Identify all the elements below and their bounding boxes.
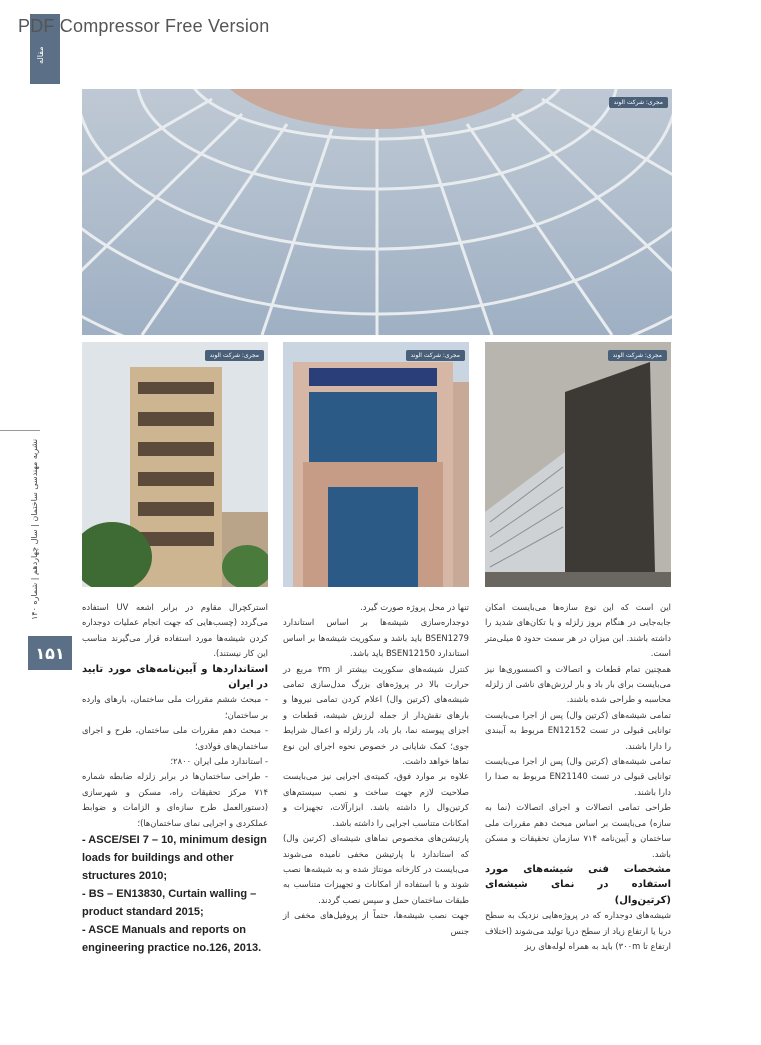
building-photo-right xyxy=(485,342,671,587)
section-heading: مشخصات فنی شیشه‌های مورد استفاده در نمای شیشه‌ای (کرتین‌وال) xyxy=(485,863,671,906)
building-illustration-middle xyxy=(283,342,469,587)
building-illustration-right xyxy=(485,342,671,587)
paragraph: جهت نصب شیشه‌ها، حتماً از پروفیل‌های مخفی از جنس xyxy=(283,910,469,936)
list-item: - استاندارد ملی ایران ۲۸۰۰؛ xyxy=(170,756,268,767)
journal-info xyxy=(30,440,44,620)
list-item: - طراحی ساختمان‌ها در برابر زلزله ضابطه شماره ۷۱۴ مرکز تحقیقات راه، مسکن و شهرسازی (دستورالعمل طرح سازه‌ای و الزامات و ضوابط عملکردی و اجرایی نمای ساختمان‌ها)؛ xyxy=(82,771,268,828)
watermark-text: PDF Compressor Free Version xyxy=(18,16,270,36)
building-photo-left xyxy=(82,342,268,587)
section-heading: استانداردها و آیین‌نامه‌های مورد تایید در ایران xyxy=(82,663,268,691)
list-item-english: - BS – EN13830, Curtain walling – product standard 2015; xyxy=(82,888,257,919)
paragraph: دوجداره‌سازی شیشه‌ها بر اساس استاندارد BSEN1279 باید باشد و سکوریت شیشه‌ها بر اساس استاندارد BSEN12150 باید باشد. xyxy=(283,617,469,659)
photo-credit-middle: مجری: شرکت الوند xyxy=(406,350,465,361)
building-photo-middle xyxy=(283,342,469,587)
dome-photo xyxy=(82,89,672,335)
list-item: - مبحث دهم مقررات ملی ساختمان، طرح و اجرای ساختمان‌های فولادی؛ xyxy=(82,725,268,751)
page-number: ۱۵۱ xyxy=(28,636,72,670)
building-illustration-left xyxy=(82,342,268,587)
photo-credit-right: مجری: شرکت الوند xyxy=(608,350,667,361)
text-column-middle xyxy=(283,600,469,939)
side-divider xyxy=(0,430,40,431)
paragraph: استرکچرال مقاوم در برابر اشعه UV استفاده می‌گردد (چسب‌هایی که جهت انجام عملیات دوجداره کردن شیشه‌ها مورد استفاده قرار می‌گیرند مناسب این کار نیستند). xyxy=(82,602,268,659)
journal-info-text: نشریه مهندسی ساختمان | سال چهاردهم | شماره ۱۴۰ xyxy=(30,438,39,620)
paragraph: شیشه‌های دوجداره که در پروژه‌هایی نزدیک به سطح دریا یا ارتفاع زیاد از سطح دریا تولید می‌شوند (اختلاف ارتفاع تا ۳۰۰m) باید به همراه لوله‌های ریز xyxy=(485,910,671,951)
paragraph: علاوه بر موارد فوق، کمیته‌ی اجرایی نیز می‌بایست صلاحیت لازم جهت ساخت و نصب سیستم‌های کرتین‌وال را داشته باشد. ابزارآلات، تجهیزات و امکانات متناسب اجرایی را داشته باشد. xyxy=(283,771,469,828)
dome-illustration xyxy=(82,89,672,335)
paragraph: طراحی تمامی اتصالات و اجرای اتصالات (نما به سازه) می‌بایست بر اساس مبحث دهم مقررات ملی ساختمان و آیین‌نامه ۷۱۴ سازمان تحقیقات و مسکن باشد. xyxy=(485,802,671,859)
text-column-left xyxy=(82,600,268,957)
text-column-right xyxy=(485,600,671,954)
paragraph: پارتیشن‌های مخصوص نماهای شیشه‌ای (کرتین وال) که استاندارد با پارتیشن مخفی نامیده می‌شوند می‌بایست در کارخانه مونتاژ شده و به شیشه‌ها نصب شوند و با استفاده از امکانات و تجهیزات متناسب به طبقات ساختمان حمل و سپس نصب گردند. xyxy=(283,833,469,905)
photo-credit-top: مجری: شرکت الوند xyxy=(609,97,668,108)
paragraph: همچنین تمام قطعات و اتصالات و اکسسوری‌ها نیز می‌بایست برای بار باد و بار لرزش‌های ناشی از زلزله محاسبه و طراحی شده باشند. xyxy=(485,663,671,705)
photo-credit-left: مجری: شرکت الوند xyxy=(205,350,264,361)
list-item-english: - ASCE/SEI 7 – 10, minimum design loads for buildings and other structures 2010; xyxy=(82,834,267,883)
paragraph: کنترل شیشه‌های سکوریت بیشتر از ۳m مربع در حرارت بالا در پروژه‌های بزرگ مدل‌سازی تمامی شیشه‌های (کرتین وال) اعلام کردن تمامی نیروها و بارهای نقش‌دار از جمله لرزش شیشه، قطعات و اجزای پیوسته نما، بار باد، بار زلزله و اعمال شرایط جوی؛ کمک شایانی در خصوص نحوه اجرای این نوع نماها خواهد داشت. xyxy=(283,663,469,767)
list-item-english: - ASCE Manuals and reports on engineering practice no.126, 2013. xyxy=(82,924,262,955)
section-tab-label: مقاله xyxy=(36,46,45,64)
paragraph: تنها در محل پروژه صورت گیرد. xyxy=(360,602,469,612)
paragraph: این است که این نوع سازه‌ها می‌بایست امکان جابه‌جایی در هنگام بروز زلزله و یا تکان‌های شدید را داشته باشند. این میزان در هر سمت حدود ۵ میلی‌متر است. xyxy=(485,602,671,659)
list-item: - مبحث ششم مقررات ملی ساختمان، بارهای وارده بر ساختمان؛ xyxy=(82,694,268,720)
paragraph: تمامی شیشه‌های (کرتین وال) پس از اجرا می‌بایست توانایی قبولی در تست EN21140 مربوط به صدا را دارا باشند. xyxy=(485,756,671,797)
paragraph: تمامی شیشه‌های (کرتین وال) پس از اجرا می‌بایست توانایی قبولی در تست EN12152 مربوط به آببندی را دارا باشند. xyxy=(485,709,671,751)
